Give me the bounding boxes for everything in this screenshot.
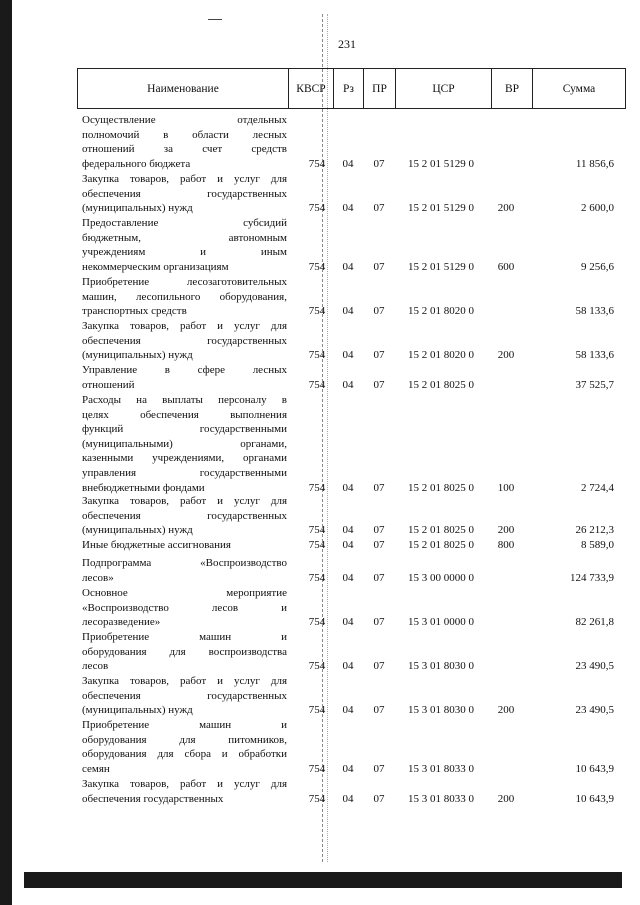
row-name-line: оборудования для питомников, xyxy=(82,733,287,746)
row-rz: 04 xyxy=(342,481,354,494)
row-name-line: Приобретение машин и xyxy=(82,631,287,643)
row-vr: 200 xyxy=(497,524,515,537)
row-csr: 15 2 01 5129 0 xyxy=(408,202,474,215)
row-name xyxy=(82,319,287,363)
row-name-line: (муниципальных) нужд xyxy=(82,202,193,215)
row-sum: 58 133,6 xyxy=(575,349,614,362)
row-vr: 200 xyxy=(497,202,515,215)
row-name-line: целях обеспечения выполнения xyxy=(82,408,287,421)
row-csr: 15 2 01 8025 0 xyxy=(408,539,474,551)
row-name-line: Расходы на выплаты персоналу в xyxy=(82,394,287,406)
row-pr: 07 xyxy=(373,481,385,494)
row-name-line: транспортных средств xyxy=(82,305,187,318)
row-name-line: Подпрограмма «Воспроизводство xyxy=(82,557,287,569)
row-name-line: Закупка товаров, работ и услуг для xyxy=(82,495,287,507)
row-name-line: Закупка товаров, работ и услуг для xyxy=(82,675,287,687)
row-rz: 04 xyxy=(342,762,354,775)
row-name-line: машин, лесопильного оборудования, xyxy=(82,290,287,303)
row-sum: 23 490,5 xyxy=(575,704,614,717)
row-name-line: лесоразведение» xyxy=(82,616,161,629)
row-pr: 07 xyxy=(373,260,385,273)
row-name xyxy=(82,172,287,216)
page-number: 231 xyxy=(338,37,356,51)
row-name-line: обеспечения государственных xyxy=(82,187,287,200)
row-kvsr: 754 xyxy=(308,571,326,584)
row-sum: 2 724,4 xyxy=(581,481,614,494)
row-pr: 07 xyxy=(373,378,385,391)
row-name-line: (муниципальных) нужд xyxy=(82,349,193,362)
row-rz: 04 xyxy=(342,524,354,537)
row-name-line: функций государственными xyxy=(82,423,287,436)
row-name xyxy=(82,538,287,553)
row-sum: 2 600,0 xyxy=(581,202,614,215)
row-name-line: внебюджетными фондами xyxy=(82,481,205,494)
row-name-line: (муниципальных) нужд xyxy=(82,524,193,537)
row-kvsr: 754 xyxy=(308,539,326,551)
row-kvsr: 754 xyxy=(308,378,326,391)
row-csr: 15 3 01 8030 0 xyxy=(408,660,474,673)
row-rz: 04 xyxy=(342,157,354,170)
row-vr: 100 xyxy=(497,481,515,494)
row-vr: 600 xyxy=(497,260,515,273)
row-kvsr: 754 xyxy=(308,349,326,362)
row-rz: 04 xyxy=(342,660,354,673)
row-name-line: Осуществление отдельных xyxy=(82,114,287,126)
row-name-line: Закупка товаров, работ и услуг для xyxy=(82,778,287,790)
row-sum: 124 733,9 xyxy=(570,571,614,584)
row-csr: 15 3 00 0000 0 xyxy=(408,571,474,584)
row-kvsr: 754 xyxy=(308,792,326,805)
row-kvsr: 754 xyxy=(308,762,326,775)
row-pr: 07 xyxy=(373,571,385,584)
row-name-line: Приобретение машин и xyxy=(82,719,287,731)
row-sum: 37 525,7 xyxy=(575,378,614,391)
header-sum: Сумма xyxy=(533,69,626,109)
row-name xyxy=(82,777,287,806)
row-name xyxy=(82,393,287,495)
row-vr: 200 xyxy=(497,792,515,805)
row-name-line: обеспечения государственных xyxy=(82,509,287,522)
row-rz: 04 xyxy=(342,378,354,391)
row-vr: 800 xyxy=(497,539,515,551)
row-rz: 04 xyxy=(342,305,354,318)
row-rz: 04 xyxy=(342,539,354,551)
row-name xyxy=(82,113,287,171)
row-pr: 07 xyxy=(373,616,385,629)
row-name xyxy=(82,718,287,776)
row-name-line: отношений за счет средств xyxy=(82,143,287,156)
row-name-line: семян xyxy=(82,762,110,775)
row-name-line: оборудования для сбора и обработки xyxy=(82,748,287,761)
row-sum: 23 490,5 xyxy=(575,660,614,673)
row-kvsr: 754 xyxy=(308,616,326,629)
header-rz: Рз xyxy=(334,69,364,109)
row-name-line: Управление в сфере лесных xyxy=(82,364,287,376)
row-name-line: отношений xyxy=(82,378,135,391)
row-pr: 07 xyxy=(373,539,385,551)
row-kvsr: 754 xyxy=(308,660,326,673)
row-pr: 07 xyxy=(373,792,385,805)
row-name-line: федерального бюджета xyxy=(82,157,191,170)
row-kvsr: 754 xyxy=(308,202,326,215)
row-pr: 07 xyxy=(373,305,385,318)
row-name xyxy=(82,556,287,585)
row-name-line: обеспечения государственных xyxy=(82,689,287,702)
row-sum: 11 856,6 xyxy=(575,157,614,170)
row-kvsr: 754 xyxy=(308,260,326,273)
row-name-line: лесов xyxy=(82,660,109,673)
row-name-line: обеспечения государственных xyxy=(82,334,287,347)
row-csr: 15 2 01 5129 0 xyxy=(408,260,474,273)
row-vr: 200 xyxy=(497,704,515,717)
row-vr: 200 xyxy=(497,349,515,362)
row-pr: 07 xyxy=(373,704,385,717)
row-kvsr: 754 xyxy=(308,157,326,170)
row-csr: 15 2 01 5129 0 xyxy=(408,157,474,170)
row-name xyxy=(82,363,287,392)
row-rz: 04 xyxy=(342,202,354,215)
header-pr: ПР xyxy=(364,69,396,109)
row-name-line: Основное мероприятие xyxy=(82,587,287,599)
row-csr: 15 2 01 8025 0 xyxy=(408,378,474,391)
row-rz: 04 xyxy=(342,616,354,629)
row-csr: 15 3 01 8033 0 xyxy=(408,762,474,775)
row-sum: 8 589,0 xyxy=(581,539,614,551)
row-pr: 07 xyxy=(373,157,385,170)
row-rz: 04 xyxy=(342,571,354,584)
row-name-line: обеспечения государственных xyxy=(82,792,224,805)
row-name-line: Предоставление субсидий xyxy=(82,217,287,229)
row-name-line: «Воспроизводство лесов и xyxy=(82,601,287,614)
header-csr: ЦСР xyxy=(396,69,492,109)
row-name-line: Иные бюджетные ассигнования xyxy=(82,539,231,551)
row-rz: 04 xyxy=(342,792,354,805)
row-name-line: некоммерческим организациям xyxy=(82,260,229,273)
row-csr: 15 2 01 8025 0 xyxy=(408,524,474,537)
row-name-line: (муниципальными) органами, xyxy=(82,437,287,450)
row-sum: 82 261,8 xyxy=(575,616,614,629)
row-kvsr: 754 xyxy=(308,305,326,318)
row-sum: 9 256,6 xyxy=(581,260,614,273)
row-pr: 07 xyxy=(373,762,385,775)
row-name xyxy=(82,586,287,630)
row-name-line: Закупка товаров, работ и услуг для xyxy=(82,320,287,332)
row-csr: 15 3 01 8033 0 xyxy=(408,792,474,805)
row-rz: 04 xyxy=(342,704,354,717)
row-pr: 07 xyxy=(373,660,385,673)
row-csr: 15 3 01 8030 0 xyxy=(408,704,474,717)
row-name xyxy=(82,216,287,274)
row-rz: 04 xyxy=(342,260,354,273)
row-pr: 07 xyxy=(373,202,385,215)
row-name-line: Приобретение лесозаготовительных xyxy=(82,276,287,288)
header-kvsr: КВСР xyxy=(289,69,334,109)
row-name xyxy=(82,674,287,718)
header-vr: ВР xyxy=(492,69,533,109)
row-kvsr: 754 xyxy=(308,481,326,494)
row-name-line: полномочий в области лесных xyxy=(82,128,287,141)
row-sum: 26 212,3 xyxy=(575,524,614,537)
row-name-line: управления государственными xyxy=(82,466,287,479)
row-name-line: бюджетным, автономным xyxy=(82,231,287,244)
row-csr: 15 2 01 8020 0 xyxy=(408,305,474,318)
row-name-line: казенными учреждениями, органами xyxy=(82,452,287,465)
row-name-line: (муниципальных) нужд xyxy=(82,704,193,717)
row-name-line: Закупка товаров, работ и услуг для xyxy=(82,173,287,185)
row-pr: 07 xyxy=(373,524,385,537)
row-name xyxy=(82,275,287,319)
row-csr: 15 3 01 0000 0 xyxy=(408,616,474,629)
row-kvsr: 754 xyxy=(308,524,326,537)
row-kvsr: 754 xyxy=(308,704,326,717)
row-rz: 04 xyxy=(342,349,354,362)
row-name-line: оборудования для воспроизводства xyxy=(82,645,287,658)
row-pr: 07 xyxy=(373,349,385,362)
row-name xyxy=(82,494,287,538)
row-name-line: лесов» xyxy=(82,571,114,584)
header-name: Наименование xyxy=(78,69,289,109)
row-sum: 10 643,9 xyxy=(575,762,614,775)
row-csr: 15 2 01 8025 0 xyxy=(408,481,474,494)
row-csr: 15 2 01 8020 0 xyxy=(408,349,474,362)
row-sum: 10 643,9 xyxy=(575,792,614,805)
row-name xyxy=(82,630,287,674)
row-name-line: учреждениям и иным xyxy=(82,246,287,259)
row-sum: 58 133,6 xyxy=(575,305,614,318)
